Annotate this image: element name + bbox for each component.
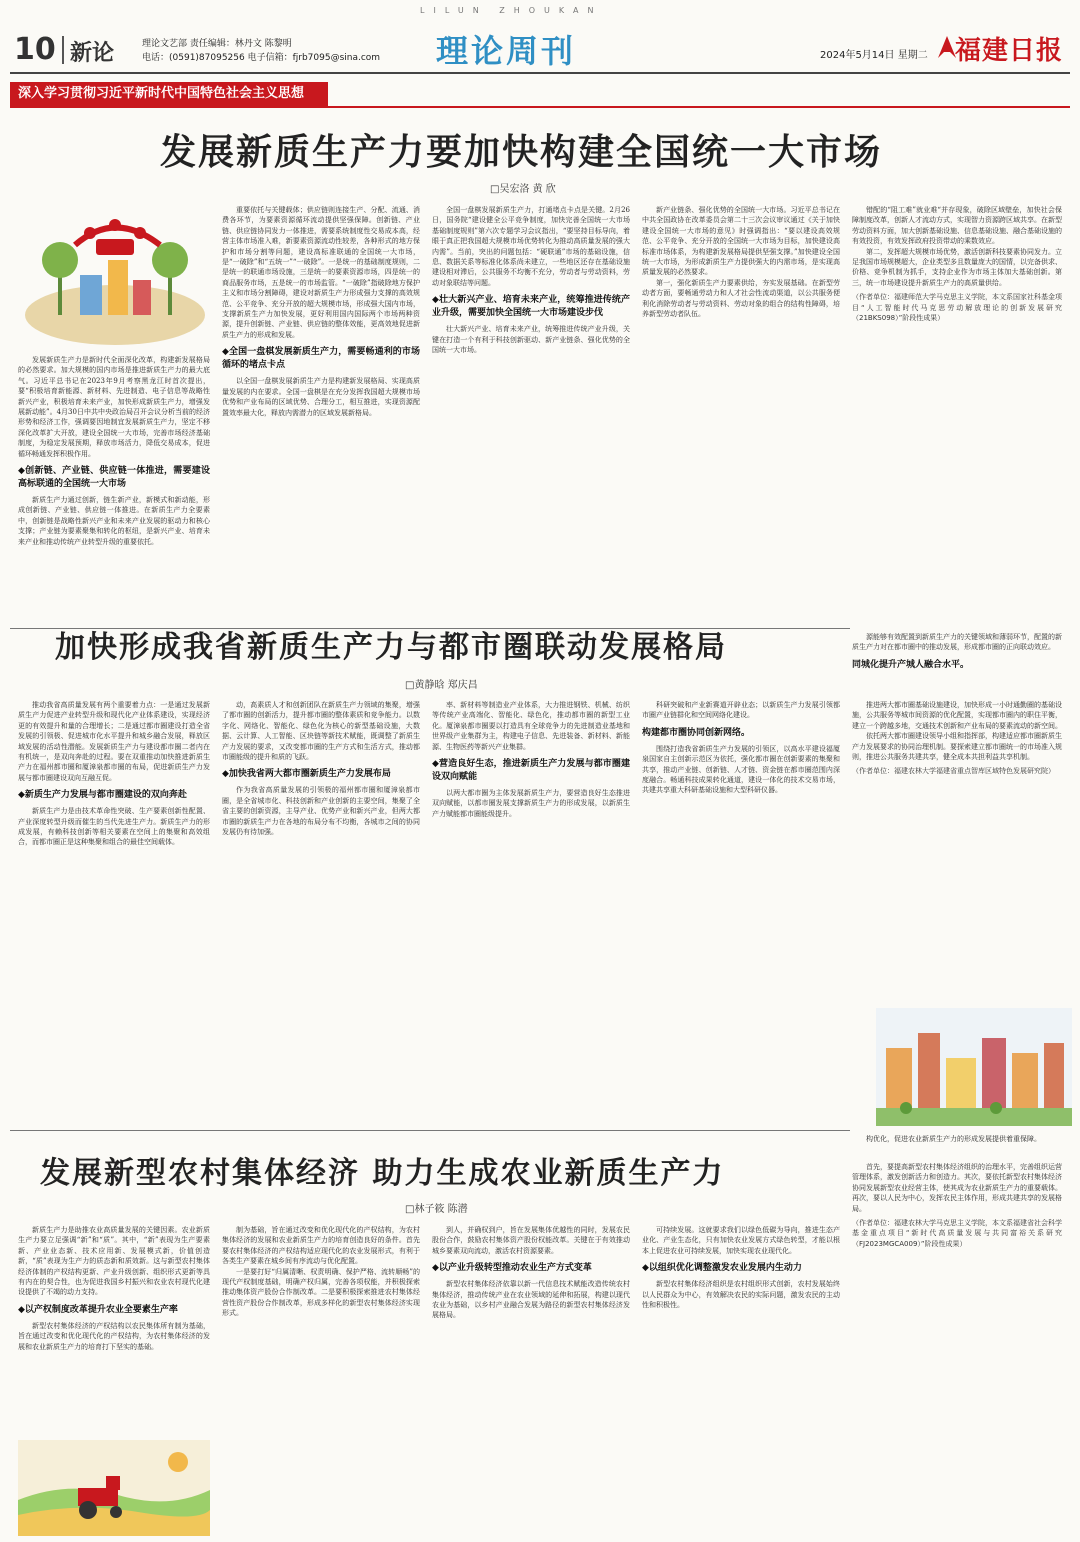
masthead-rule xyxy=(10,72,1070,74)
article-divider xyxy=(10,1130,850,1131)
article2-subheading-1: ◆新质生产力发展与都市圈建设的双向奔赴 xyxy=(18,790,187,801)
issue-date: 2024年5月14日 星期二 xyxy=(820,50,928,61)
city-illustration xyxy=(876,1008,1072,1126)
article1-paragraph: 错配的“阻工难”就业难“并存现象，破除区域壁垒，加快社会保障制度改革，创新人才流动方式，实现智力资源跨区域共享。在新型劳动资料方面，加大创新基础设施、信息基础设施、融合基础设施的有效投资，有效发挥政府投资带动的乘数效应。 xyxy=(852,206,1062,246)
article2-column-5 xyxy=(852,700,1062,1000)
article2-paragraph: 率、新材料等制造业产业体系，大力推进钢铁、机械、纺织等传统产业高端化、智能化、绿色化，推动都市圈的新型工业化。厦漳泉都市圈要以打造具有全球竞争力的先进制造业基地和世界级产业集群为主，构建电子信息、先进装备、新材料、新能源、生物医药等新兴产业集群。 xyxy=(432,701,630,751)
article3-paragraph: 新质生产力是助推农业高质量发展的关键因素。农业新质生产力要立足强调“新”和“质”。其中，“新”表现为生产要素新、产业业态新、技术应用新、发展模式新，价值创造新，“质”表现为生产力的质态新和质效新。这与新型农村集体经济体制的产权结构更新、产业升级创新、组织形式更新等具有内在的契合性，也为促进我国乡村振兴和农业农村现代化建设提供了不竭的动力支持。 xyxy=(18,1226,210,1297)
article3-intro-right xyxy=(852,1134,1062,1158)
article2-column-3 xyxy=(432,700,630,1052)
article1-column-3 xyxy=(432,205,630,623)
page-number: 10 xyxy=(14,32,56,67)
article2-paragraph: 围绕打造我省新质生产力发展的引领区，以高水平建设福厦泉国家自主创新示范区为依托，强化都市圈在创新要素的集聚和共享，推动产业链、创新链、人才链、资金链在都市圈范围内深度融合。畅通科技成果转化通道，建设一体化的技术交易市场，共建共享重大科研基础设施和大型科研仪器。 xyxy=(642,744,840,795)
editor-info xyxy=(142,37,380,65)
article1-paragraph: 以全国一盘棋发展新质生产力是构建新发展格局、实现高质量发展的内在要求。全国一盘棋是在充分发挥我国超大规模市场优势和产业布局的区域优势、合理分工，相互推进，实现资源配置效率最大化，释放内需潜力的区域发展新格局。 xyxy=(222,377,420,417)
article1-paragraph: 第一，强化新质生产力要素供给，夯实发展基础。在新型劳动者方面，要畅通劳动力和人才社会性流动渠道，以公共服务便利化消除劳动者与劳动资料、劳动对象的组合的结构性障碍，培养新型劳动者队伍。 xyxy=(642,278,840,319)
section-name: 新论 xyxy=(70,41,115,66)
article3-column-2 xyxy=(222,1225,420,1535)
editor-line: 理论文艺部 责任编辑：林丹文 陈黎明 xyxy=(142,39,292,49)
article1-subheading-1: ◆创新链、产业链、供应链一体推进，需要建设高标联通的全国统一大市场 xyxy=(18,466,210,490)
article3-subheading-3: ◆以组织优化调整激发农业发展内生动力 xyxy=(642,1263,802,1274)
industry-chain-illustration xyxy=(20,205,210,350)
article1-author-note: （作者单位：福建师范大学马克思主义学院，本文系国家社科基金项目“人工智能时代马克思劳动解放理论的创新发展研究（21BKS098）”阶段性成果） xyxy=(852,293,1062,323)
article3-paragraph: 新型农村集体经济的产权结构以农民集体所有制为基础，旨在通过改变和优化现代化的产权结构，为农村集体经济的发展和农业新质生产力的培育打下坚实的基础。 xyxy=(18,1321,210,1351)
article3-paragraph: 新型农村集体经济依靠以新一代信息技术赋能改造传统农村集体经济，推动传统产业在农业领域的延伸和拓展，构建以现代农业为基础，以乡村产业融合发展为路径的新型农村集体经济发展格局。 xyxy=(432,1280,630,1320)
contact-line: 电话：(0591)87095256 电子信箱：fjrb7095@sina.com xyxy=(142,53,381,63)
article1-paragraph: 全国一盘棋发展新质生产力，打通堵点卡点是关键。2月26日，国务院“建设健全公平竞争制度，加快完善全国统一大市场基础制度规则”第六次专题学习会议指出，“要坚持目标导向，着眼于真正把我国超大规模市场优势转化为推动高质量发展的强大内需”。当前，突出的问题包括：“硬联通”市场的基础设施，信息、数据关系等标准化体系尚未建立，一些地区还存在基础设施建设相对滞后，公共服务不均衡不充分，劳动者与劳动资料，劳动对象联结等问题。 xyxy=(432,206,630,287)
article2-paragraph: 依托两大都市圈建设领导小组和指挥部，构建适应都市圈新质生产力发展要求的协同治理机制。要探索建立都市圈统一的市场准入规则，推进公共服务共建共享，健全成本共担利益共享机制。 xyxy=(852,732,1062,762)
article2-subheading-intro: 同城化提升产城人融合水平。 xyxy=(852,659,970,670)
article2-paragraph: 科研突破和产业新赛道开辟业态；以新质生产力发展引领都市圈产业链群化和空间网络化建设。 xyxy=(642,701,840,720)
article1-paragraph: 新质生产力通过创新，链生新产业，新模式和新动能，形成创新链、产业链、供应链一体推进。在新质生产力全要素中，创新链是战略性新兴产业和未来产业发展的驱动力和核心支撑；产业链为要素聚集和转化的枢纽，是新兴产业、培育未来产业和推动传统产业转型升级的重要依托。 xyxy=(18,496,210,546)
article3-column-1 xyxy=(18,1225,210,1435)
article3-column-5 xyxy=(852,1162,1062,1535)
article1-subheading-3: ◆壮大新兴产业、培育未来产业，统筹推进传统产业升级，需要加快全国统一大市场建设步伐 xyxy=(432,295,630,319)
article1-column-5 xyxy=(852,205,1062,623)
article1-byline: □吴宏洛 黄 欣 xyxy=(490,184,556,195)
article3-subheading-1: ◆以产权制度改革提升农业全要素生产率 xyxy=(18,1304,178,1315)
article3-paragraph: 可持续发展。这就要求我们以绿色低碳为导向，推进生态产业化、产业生态化，只有加快农业发展方式绿色转型，才能以根本上促进农业可持续发展，加快实现农业现代化。 xyxy=(642,1226,840,1255)
article1-title: 发展新质生产力要加快构建全国统一大市场 xyxy=(160,131,883,173)
article3-paragraph: 首先，要提高新型农村集体经济组织的治理水平，完善组织运营管理体系，激发创新活力和创造力。其次，要依托新型农村集体经济协同发展新型农业经营主体，使其成为农业新质生产力的重要载体。再次，要以人民为中心，发挥农民主体作用，形成共建共享的发展格局。 xyxy=(852,1163,1062,1213)
article1-column-4 xyxy=(642,205,840,623)
article2-byline: □黄静晗 郑庆昌 xyxy=(405,680,478,691)
article1-paragraph: 发展新质生产力是新时代全面深化改革，构建新发展格局的必然要求。加大规模的国内市场是推进新质生产力的最大底气。习近平总书记在2023年9月考察黑龙江时首次提出，要“积极培育新能源、新材料、先进制造、电子信息等战略性新兴产业，积极培育未来产业，加快形成新质生产力，增强发展新动能”。4月30日中共中央政治局召开会议分析当前的经济形势和经济工作，强调要因地制宜发展新质生产力，坚定不移深化改革扩大开放，建设全国统一大市场，完善市场经济基础制度，为稳定发展预期，释放市场活力，降低交易成本，促进循环畅通发挥积极作用。 xyxy=(18,356,210,458)
article2-paragraph: 新质生产力是由技术革命性突破、生产要素创新性配置、产业深度转型升级而催生的当代先进生产力。新质生产力的形成发展，有赖科技创新等相关要素在空间上的集聚和高效组合，而都市圈正是这种集聚和组合的最佳空间载体。 xyxy=(18,807,210,847)
article2-paragraph: 动，高素质人才和创新团队在新质生产力领域的集聚，增强了都市圈的创新活力，提升都市圈的整体素质和竞争能力。以数字化、网络化、智能化、绿色化为核心的新型基础设施，大数据、云计算、人工智能、区块链等新技术赋能，既调整了新质生产力发展的要求，又改变都市圈的生产方式和生活方式，推动都市圈能级的提升和质的飞跃。 xyxy=(222,701,420,762)
article1-paragraph: 壮大新兴产业、培育未来产业，统筹推进传统产业升级，关键在打造一个有利于科技创新驱动、新产业链条、强化优势的全国统一大市场。 xyxy=(432,325,630,355)
masthead-divider xyxy=(62,36,64,64)
weekly-title: 理论周刊 xyxy=(436,32,577,70)
article2-title: 加快形成我省新质生产力与都市圈联动发展格局 xyxy=(55,630,727,665)
article3-paragraph: 构优化，促进农业新质生产力的形成发展提供着重保障。 xyxy=(866,1135,1041,1143)
article3-subheading-2: ◆以产业升级转型推动农业生产方式变革 xyxy=(432,1263,592,1274)
article2-column-1 xyxy=(18,700,210,1052)
article1-paragraph: 新产业链条、强化优势的全国统一大市场。习近平总书记在中共全国政协在改革委员会第二十三次会议审议通过《关于加快建设全国统一大市场的意见》时强调指出：“要以建设高效规范、公平竞争、充分开放的全国统一大市场为目标，加快建设高标准市场体系，为构建新发展格局提供坚强支撑。”加快建设全国统一大市场，为形成新质生产力提供强大的内需市场，是实现高质量发展的必然要求。 xyxy=(642,206,840,277)
banner-rule xyxy=(10,106,1070,108)
newspaper-logo: 福建日报 xyxy=(955,36,1064,66)
article2-paragraph: 推动我省高质量发展有两个重要着力点：一是通过发展新质生产力促进产业转型升级和现代化产业体系建设，实现经济更的有效提升和量的合理增长；二是通过都市圈建设打造全省发展的引领极、促进城市化水平提升和城乡融合发展，释放区域发展的活动性潜能。发展新质生产力与建设都市圈二者内在有机统一，是双向奔赴的过程。要在双重推动加快推进新质生产力在福州都市圈和厦漳泉都市圈的布局，促进新质生产力发展与都市圈建设双向互融互促。 xyxy=(18,701,210,782)
article2-column-4 xyxy=(642,700,840,1052)
article3-paragraph: 到人，并确权到户，旨在发展集体优越性的同时，发展农民股份合作，鼓励农村集体资产股份权能改革。关键在于有效推动城乡要素双向流动，激活农村资源要素。 xyxy=(432,1226,630,1255)
article1-subheading-2: ◆全国一盘棋发展新质生产力，需要畅通利的市场循环的堵点卡点 xyxy=(222,347,420,371)
article3-author-note: （作者单位：福建农林大学马克思主义学院，本文系福建省社会科学基金重点项目“新时代高质量发展与共同富裕关系研究（FJ2023MGCA009）”阶段性成果） xyxy=(852,1219,1062,1248)
article2-subheading-3: ◆营造良好生态，推进新质生产力发展与都市圈建设双向赋能 xyxy=(432,759,630,783)
article2-intro-right xyxy=(852,632,1062,692)
article3-column-4 xyxy=(642,1225,840,1535)
article2-paragraph: 以两大都市圈为主体发展新质生产力，要营造良好生态推进双向赋能，以都市圈发展支撑新质生产力的形成发展，以新质生产力赋能都市圈能级提升。 xyxy=(432,789,630,818)
article1-column-2 xyxy=(222,205,420,623)
article2-paragraph: 作为我省高质量发展的引领极的福州都市圈和厦漳泉都市圈，是全省城市化、科技创新和产业创新的主要空间，集聚了全省主要的创新资源，主导产业、优势产业和新兴产业，但两大都市圈的新质生产力在各地的布局分布不均衡，各城市之间的协同发展仍有待加强。 xyxy=(222,786,420,837)
article3-paragraph: 新型农村集体经济组织是农村组织形式创新，农村发展始终以人民群众为中心，有效解决农民的实际问题，激发农民的主动性和积极性。 xyxy=(642,1280,840,1310)
article2-subheading-4: 构建都市圈协同创新网络。 xyxy=(642,727,751,738)
article3-paragraph: 一是要打好“归属清晰、权责明确、保护严格、流转顺畅”的现代产权制度基础，明确产权归属，完善各项权能，并积极探索推动集体资产股份合作制改革。二是要积极探索推进农村集体经营性资产股份合作制改革，形成多样化的新型农村集体经济实现形式。 xyxy=(222,1267,420,1318)
article2-author-note: （作者单位：福建农林大学福建省重点智库区域特色发展研究院） xyxy=(852,767,1055,776)
article1-paragraph: 重要依托与关键载体；供应链则连接生产、分配、流通、消费各环节，为要素资源循环流动提供坚强保障。创新链、产业链、供应链协同发力一体推进，需要系统制度性交易成本高，经营主体市场准入难，新要素资源流动性较差，各种形式的地方保护和市场分割等问题，建设高标准联通的全国统一大市场，是“一破除”和“五统一”“一破除”。一是统一的基础制度规则，二是统一的联通市场设施，三是统一的要素资源市场，四是统一的商品服务市场，五是统一的市场监管。“一破除”指破除地方保护主义和市场分割障碍，建设对新质生产力形成强力支撑的高效规范、公平竞争、充分开放的超大规模市场，形成强大国内市场，支撑新质生产力加快发展，更好利用国内国际两个市场两种资源，提升创新链、产业链、供应链的整体效能，更高效地促进新质生产力的形成和发展。 xyxy=(222,206,420,339)
masthead-pinyin: LILUN ZHOUKAN xyxy=(420,6,603,15)
article2-column-2 xyxy=(222,700,420,1052)
article1-column-1 xyxy=(18,355,210,623)
article3-title: 发展新型农村集体经济 助力生成农业新质生产力 xyxy=(40,1156,725,1191)
article2-subheading-2: ◆加快我省两大都市圈新质生产力发展布局 xyxy=(222,769,391,780)
column-banner: 深入学习贯彻习近平新时代中国特色社会主义思想 xyxy=(10,82,328,106)
article2-paragraph: 推进两大都市圈基础设施建设，加快形成一小时通勤圈的基础设施，公共服务等城市间资源的优化配置，实现都市圈内的职住平衡，建立一个跨越多地，交通技术创新和产业布局的要素流动的新空间。 xyxy=(852,701,1062,730)
article3-paragraph: 制为基础，旨在通过改变和优化现代化的产权结构，为农村集体经济的发展和农业新质生产力的培育创造良好的条件。首先要农村集体经济的产权结构适应现代化的农业发展形式，有利于各类生产要素在城乡间有序流动与优化配置。 xyxy=(222,1226,420,1266)
article2-paragraph: 源能够有效配置到新质生产力的关键领域和薄弱环节，配置的新质生产力对在都市圈中的推动发展，形成都市圈的正向联动效应。 xyxy=(852,633,1062,652)
article1-paragraph: 第二，发挥超大规模市场优势，激活创新科技要素协同发力。立足我国市场规模超大，企业类型多且数量庞大的国情，以完备供求、价格、竞争机制为抓手，支持企业作为市场主体加大基础创新。第三，统一市场建设提升新质生产力的高质量供给。 xyxy=(852,247,1062,287)
article3-column-3 xyxy=(432,1225,630,1535)
farm-tractor-illustration xyxy=(18,1440,210,1536)
article3-byline: □林子筱 陈潜 xyxy=(405,1204,468,1215)
